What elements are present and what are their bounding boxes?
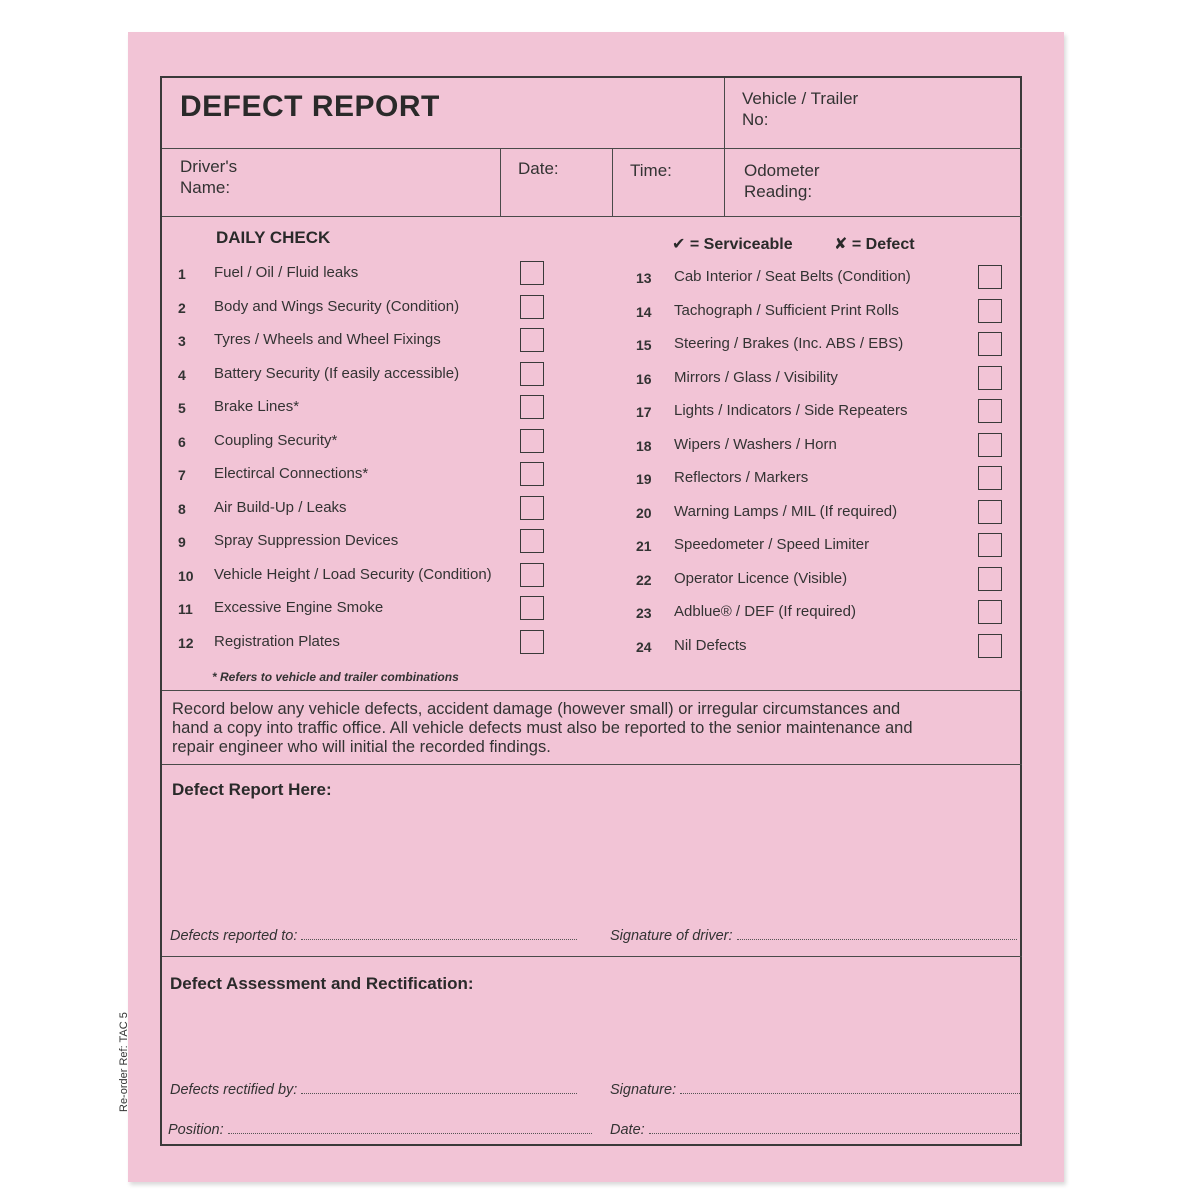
check-item-number: 24	[636, 638, 652, 655]
check-item-number: 8	[178, 500, 186, 517]
signature-of-driver-field[interactable]: Signature of driver:	[610, 928, 1017, 944]
check-item-label: Brake Lines*	[214, 398, 300, 415]
check-item-checkbox[interactable]	[520, 529, 544, 553]
check-item-number: 14	[636, 303, 652, 320]
check-item-number: 2	[178, 299, 186, 316]
check-item-number: 12	[178, 634, 194, 651]
assessment-heading: Defect Assessment and Rectification:	[170, 974, 474, 993]
check-item-number: 20	[636, 504, 652, 521]
check-item-checkbox[interactable]	[978, 366, 1002, 390]
check-item-checkbox[interactable]	[520, 362, 544, 386]
form-title: DEFECT REPORT	[180, 90, 440, 123]
check-item-label: Wipers / Washers / Horn	[674, 435, 837, 453]
check-item-checkbox[interactable]	[978, 567, 1002, 591]
check-item-label: Fuel / Oil / Fluid leaks	[214, 264, 359, 281]
check-item-number: 22	[636, 571, 652, 588]
defect-report-heading: Defect Report Here:	[172, 780, 332, 799]
check-item-checkbox[interactable]	[520, 261, 544, 285]
check-item-number: 3	[178, 333, 186, 349]
check-item-number: 15	[636, 337, 652, 353]
check-item-checkbox[interactable]	[520, 395, 544, 419]
daily-check-heading: DAILY CHECK	[216, 228, 331, 247]
reorder-reference: Re-order Ref: TAC 5	[118, 1012, 130, 1112]
divider	[162, 216, 1022, 217]
check-item-checkbox[interactable]	[978, 466, 1002, 490]
check-item-number: 16	[636, 370, 652, 387]
check-item-label: Vehicle Height / Load Security (Condition)	[214, 565, 492, 583]
check-item-checkbox[interactable]	[520, 596, 544, 620]
divider	[612, 148, 613, 216]
check-item-number: 18	[636, 437, 652, 454]
check-item-number: 13	[636, 270, 652, 286]
check-item-label: Nil Defects	[674, 636, 747, 654]
check-item-checkbox[interactable]	[978, 433, 1002, 457]
position-field[interactable]: Position:	[168, 1122, 592, 1138]
date-field[interactable]: Date:	[610, 1122, 1021, 1138]
check-item-label: Steering / Brakes (Inc. ABS / EBS)	[674, 335, 904, 352]
divider	[162, 956, 1022, 957]
check-item-label: Air Build-Up / Leaks	[214, 498, 347, 516]
check-item-number: 9	[178, 534, 186, 550]
divider	[724, 78, 725, 148]
footnote: * Refers to vehicle and trailer combinations	[212, 670, 459, 684]
check-item-checkbox[interactable]	[520, 295, 544, 319]
check-item-label: Cab Interior / Seat Belts (Condition)	[674, 268, 911, 285]
check-item-label: Tachograph / Sufficient Print Rolls	[674, 301, 899, 319]
defects-reported-to-field[interactable]: Defects reported to:	[170, 928, 577, 944]
check-item-label: Speedometer / Speed Limiter	[674, 536, 870, 553]
position-line[interactable]	[228, 1123, 592, 1134]
check-item-number: 1	[178, 266, 186, 282]
check-item-label: Excessive Engine Smoke	[214, 599, 384, 616]
divider	[500, 148, 501, 216]
check-item-label: Operator Licence (Visible)	[674, 569, 848, 587]
date-line[interactable]	[649, 1123, 1021, 1134]
date-label: Date:	[518, 159, 559, 178]
check-item-label: Lights / Indicators / Side Repeaters	[674, 402, 908, 419]
check-item-checkbox[interactable]	[978, 399, 1002, 423]
drivers-name-label: Driver's Name:	[180, 157, 238, 197]
check-item-label: Body and Wings Security (Condition)	[214, 297, 460, 315]
legend-defect: ✘ = Defect	[834, 236, 915, 253]
check-item-checkbox[interactable]	[520, 462, 544, 486]
check-item-number: 17	[636, 404, 652, 420]
legend-serviceable: ✔ = Serviceable	[672, 236, 793, 253]
vehicle-trailer-label: Vehicle / Trailer No:	[742, 89, 859, 129]
check-item-checkbox[interactable]	[978, 533, 1002, 557]
divider	[162, 690, 1022, 691]
check-item-label: Battery Security (If easily accessible)	[214, 364, 460, 382]
check-item-label: Spray Suppression Devices	[214, 532, 399, 549]
check-item-number: 19	[636, 471, 652, 487]
check-item-label: Warning Lamps / MIL (If required)	[674, 502, 898, 520]
check-item-number: 7	[178, 467, 186, 483]
divider	[724, 148, 725, 216]
check-item-label: Mirrors / Glass / Visibility	[674, 368, 838, 386]
odometer-label: Odometer Reading:	[744, 161, 820, 201]
check-item-checkbox[interactable]	[978, 634, 1002, 658]
instructions-text: Record below any vehicle defects, accident damage (however small) or irregular circumstances and hand a copy into traffic office. All vehicle defects must also be reported to the senior maintenance and repair engineer who will initial the recorded findings.	[172, 700, 913, 756]
check-item-checkbox[interactable]	[520, 563, 544, 587]
check-item-checkbox[interactable]	[978, 265, 1002, 289]
defects-rectified-by-line[interactable]	[301, 1083, 577, 1094]
check-item-checkbox[interactable]	[978, 299, 1002, 323]
signature-line[interactable]	[680, 1083, 1020, 1094]
defect-report-sheet	[118, 32, 1064, 1182]
check-item-number: 6	[178, 433, 186, 450]
divider	[162, 148, 1022, 149]
check-item-checkbox[interactable]	[520, 429, 544, 453]
defect-report-form	[160, 76, 1022, 1146]
check-item-number: 11	[178, 601, 193, 617]
defects-reported-to-line[interactable]	[301, 929, 577, 940]
check-item-checkbox[interactable]	[520, 328, 544, 352]
check-item-number: 21	[636, 538, 652, 554]
defects-rectified-by-field[interactable]: Defects rectified by:	[170, 1082, 577, 1098]
check-item-label: Adblue® / DEF (If required)	[674, 603, 856, 620]
check-item-checkbox[interactable]	[978, 500, 1002, 524]
signature-field[interactable]: Signature:	[610, 1082, 1020, 1098]
time-label: Time:	[630, 161, 672, 180]
check-item-label: Reflectors / Markers	[674, 469, 809, 486]
check-item-number: 23	[636, 605, 652, 621]
check-item-number: 5	[178, 400, 186, 416]
check-item-label: Coupling Security*	[214, 431, 338, 449]
check-item-label: Tyres / Wheels and Wheel Fixings	[214, 331, 441, 348]
divider	[162, 764, 1022, 765]
check-item-label: Electircal Connections*	[214, 465, 369, 482]
check-item-checkbox[interactable]	[978, 600, 1002, 624]
check-item-number: 10	[178, 567, 194, 584]
check-item-label: Registration Plates	[214, 632, 340, 650]
check-item-checkbox[interactable]	[978, 332, 1002, 356]
check-item-checkbox[interactable]	[520, 496, 544, 520]
check-item-checkbox[interactable]	[520, 630, 544, 654]
check-item-number: 4	[178, 366, 186, 383]
signature-of-driver-line[interactable]	[737, 929, 1017, 940]
